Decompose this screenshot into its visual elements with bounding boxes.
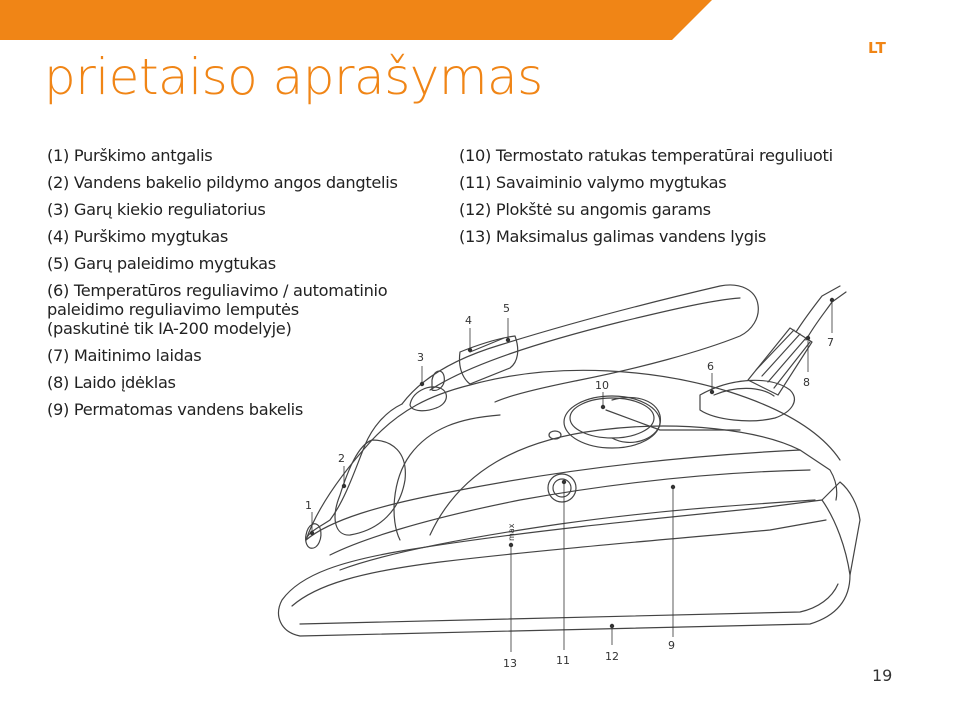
language-code: LT bbox=[868, 39, 887, 57]
callout-5: 5 bbox=[503, 302, 510, 315]
parts-list-left bbox=[47, 146, 398, 427]
callout-11: 11 bbox=[556, 654, 570, 667]
part-item-8: (8) Laido įdėklas bbox=[47, 373, 176, 392]
part-item-2: (2) Vandens bakelio pildymo angos dangtelis bbox=[47, 173, 398, 192]
callout-9: 9 bbox=[668, 639, 675, 652]
callout-4: 4 bbox=[465, 314, 472, 327]
part-item-4: (4) Purškimo mygtukas bbox=[47, 227, 228, 246]
header-orange-bar bbox=[0, 0, 954, 40]
part-item-9: (9) Permatomas vandens bakelis bbox=[47, 400, 304, 419]
callout-6: 6 bbox=[707, 360, 714, 373]
max-level-label: max bbox=[507, 523, 516, 541]
parts-list-right bbox=[459, 146, 833, 254]
part-item-11: (11) Savaiminio valymo mygtukas bbox=[459, 173, 727, 192]
part-item-3: (3) Garų kiekio reguliatorius bbox=[47, 200, 266, 219]
callout-8: 8 bbox=[803, 376, 810, 389]
page-title: prietaiso aprašymas bbox=[44, 48, 543, 106]
part-item-13: (13) Maksimalus galimas vandens lygis bbox=[459, 227, 767, 246]
callout-3: 3 bbox=[417, 351, 424, 364]
page-number: 19 bbox=[872, 666, 893, 685]
part-item-5: (5) Garų paleidimo mygtukas bbox=[47, 254, 276, 273]
part-item-6-line-3: (paskutinė tik IA-200 modelyje) bbox=[47, 319, 292, 338]
callout-7: 7 bbox=[827, 336, 834, 349]
part-item-6-line-1: (6) Temperatūros reguliavimo / automatinio bbox=[47, 281, 388, 300]
part-item-12: (12) Plokštė su angomis garams bbox=[459, 200, 711, 219]
part-item-7: (7) Maitinimo laidas bbox=[47, 346, 202, 365]
callout-1: 1 bbox=[305, 499, 312, 512]
callout-12: 12 bbox=[605, 650, 619, 663]
part-item-1: (1) Purškimo antgalis bbox=[47, 146, 213, 165]
callout-13: 13 bbox=[503, 657, 517, 670]
part-item-6-line-2: paleidimo reguliavimo lemputės bbox=[47, 300, 299, 319]
callout-10: 10 bbox=[595, 379, 609, 392]
callout-2: 2 bbox=[338, 452, 345, 465]
part-item-10: (10) Termostato ratukas temperatūrai reguliuoti bbox=[459, 146, 833, 165]
